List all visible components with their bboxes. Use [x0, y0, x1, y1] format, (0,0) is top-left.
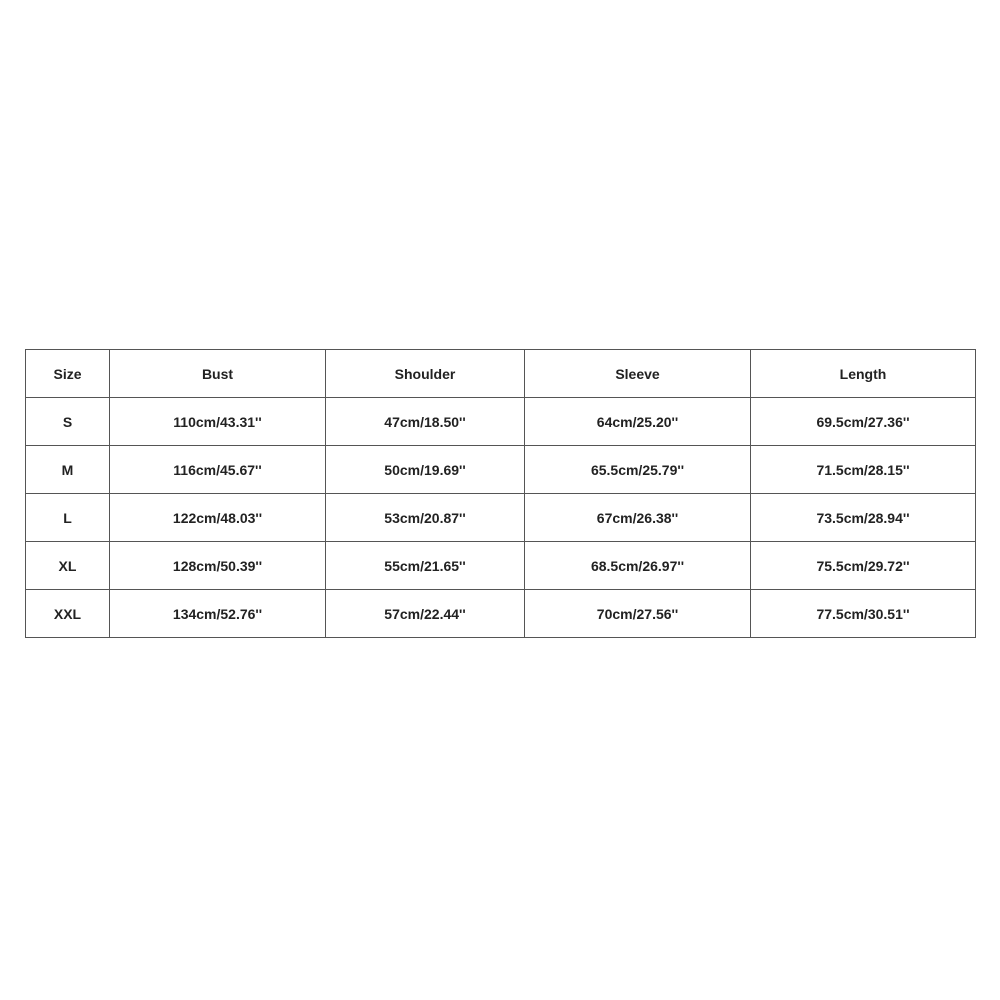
table-row	[26, 590, 976, 638]
shoulder-cell: 50cm/19.69''	[326, 446, 525, 494]
bust-cell: 116cm/45.67''	[110, 446, 326, 494]
length-cell: 77.5cm/30.51''	[751, 590, 976, 638]
size-cell: M	[26, 446, 110, 494]
bust-cell: 122cm/48.03''	[110, 494, 326, 542]
column-header-size: Size	[26, 350, 110, 398]
table-row	[26, 446, 976, 494]
bust-cell: 110cm/43.31''	[110, 398, 326, 446]
length-cell: 75.5cm/29.72''	[751, 542, 976, 590]
column-header-shoulder: Shoulder	[326, 350, 525, 398]
size-cell: XL	[26, 542, 110, 590]
sleeve-cell: 70cm/27.56''	[525, 590, 751, 638]
size-chart-table	[25, 349, 976, 638]
length-cell: 69.5cm/27.36''	[751, 398, 976, 446]
size-cell: S	[26, 398, 110, 446]
table-row	[26, 494, 976, 542]
size-cell: L	[26, 494, 110, 542]
header-row	[26, 350, 976, 398]
sleeve-cell: 67cm/26.38''	[525, 494, 751, 542]
table-row	[26, 542, 976, 590]
column-header-sleeve: Sleeve	[525, 350, 751, 398]
sleeve-cell: 68.5cm/26.97''	[525, 542, 751, 590]
shoulder-cell: 55cm/21.65''	[326, 542, 525, 590]
sleeve-cell: 65.5cm/25.79''	[525, 446, 751, 494]
length-cell: 71.5cm/28.15''	[751, 446, 976, 494]
shoulder-cell: 47cm/18.50''	[326, 398, 525, 446]
shoulder-cell: 53cm/20.87''	[326, 494, 525, 542]
size-cell: XXL	[26, 590, 110, 638]
table-row	[26, 398, 976, 446]
shoulder-cell: 57cm/22.44''	[326, 590, 525, 638]
length-cell: 73.5cm/28.94''	[751, 494, 976, 542]
column-header-bust: Bust	[110, 350, 326, 398]
bust-cell: 134cm/52.76''	[110, 590, 326, 638]
bust-cell: 128cm/50.39''	[110, 542, 326, 590]
sleeve-cell: 64cm/25.20''	[525, 398, 751, 446]
column-header-length: Length	[751, 350, 976, 398]
